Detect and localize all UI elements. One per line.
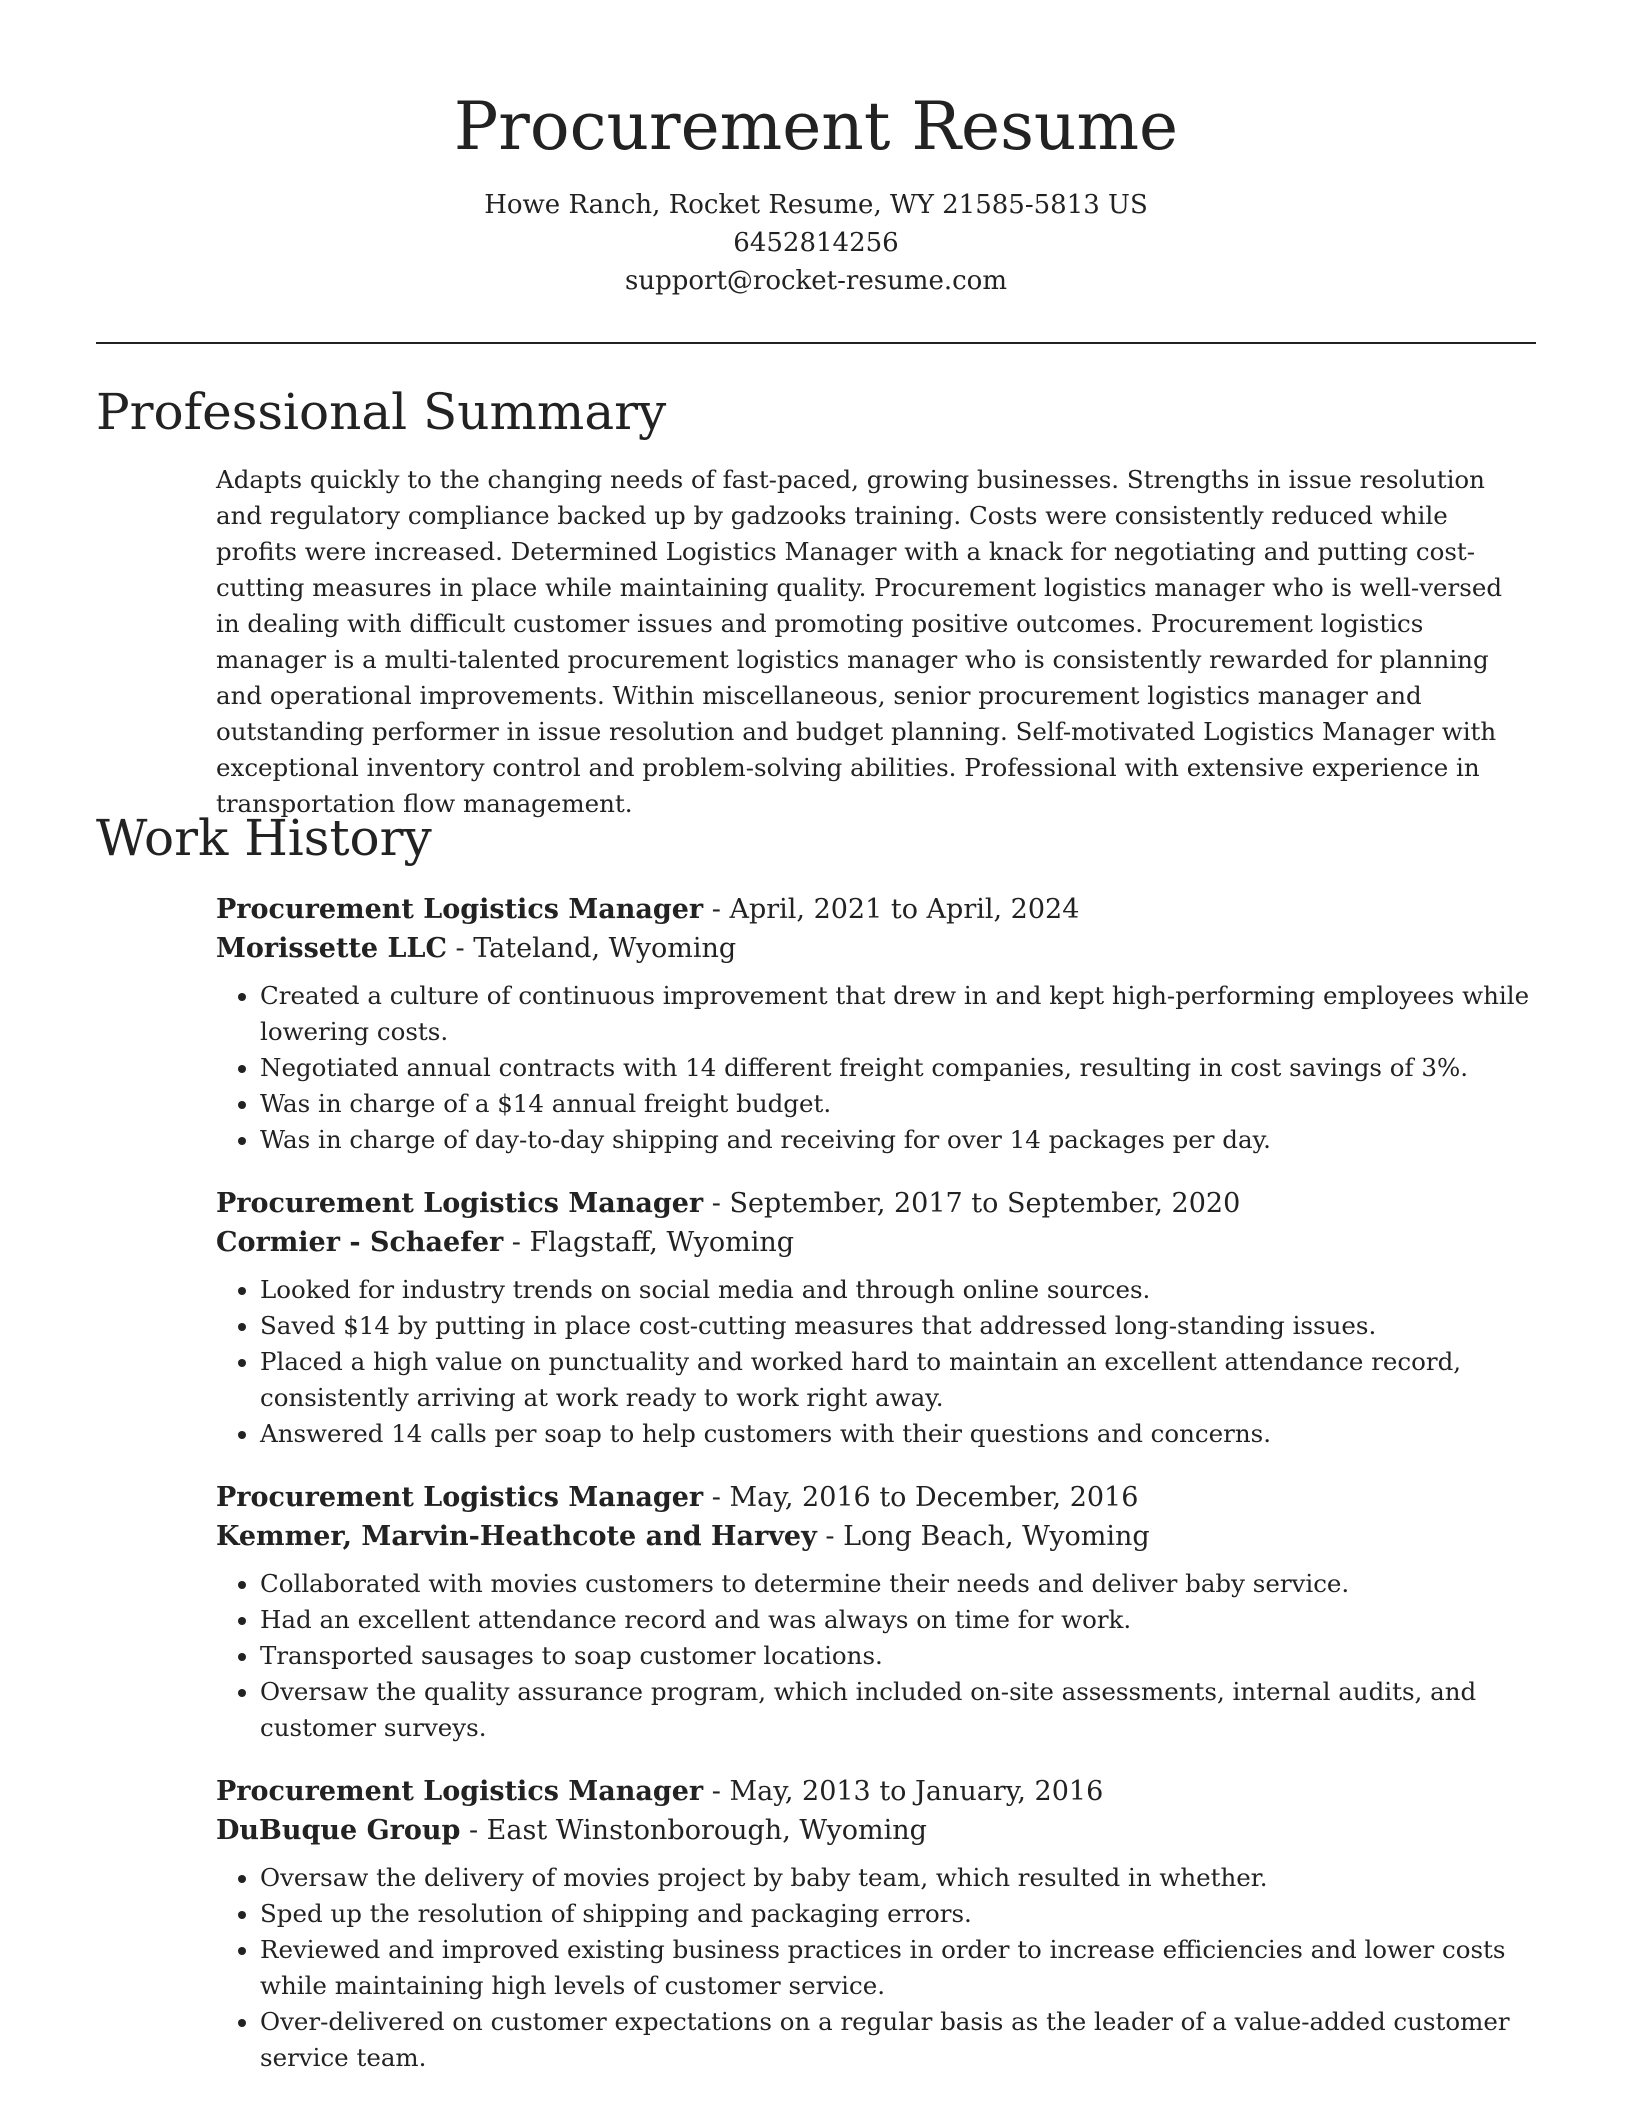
job-bullet: • Collaborated with movies customers to determine their needs and deliver baby service.: [260, 1566, 1536, 1602]
job-bullet: • Negotiated annual contracts with 14 different freight companies, resulting in cost savings of 3%.: [260, 1050, 1536, 1086]
job-entry: [216, 890, 1536, 1158]
job-bullet: • Transported sausages to soap customer locations.: [260, 1638, 1536, 1674]
job-title: Procurement Logistics Manager: [216, 1482, 704, 1513]
contact-address: Howe Ranch, Rocket Resume, WY 21585-5813 US: [484, 190, 1148, 220]
resume-header: [0, 0, 1632, 300]
job-company-line: [216, 1223, 1536, 1262]
job-location: - Tateland, Wyoming: [446, 933, 737, 964]
job-company-line: [216, 929, 1536, 968]
job-title-line: [216, 890, 1536, 929]
job-bullet: • Answered 14 calls per soap to help customers with their questions and concerns.: [260, 1416, 1536, 1452]
contact-email: support@rocket-resume.com: [624, 266, 1007, 296]
job-bullet: • Created a culture of continuous improvement that drew in and kept high-performing employees while lowering costs.: [260, 978, 1536, 1050]
job-location: - Long Beach, Wyoming: [816, 1521, 1150, 1552]
job-company-line: [216, 1811, 1536, 1850]
job-company: Cormier - Schaefer: [216, 1227, 504, 1258]
job-bullets: [216, 1272, 1536, 1452]
job-bullet: • Oversaw the quality assurance program, which included on-site assessments, internal audits, and customer surveys.: [260, 1674, 1536, 1746]
job-bullet: • Was in charge of a $14 annual freight budget.: [260, 1086, 1536, 1122]
job-entry: [216, 1478, 1536, 1746]
job-bullet: • Over-delivered on customer expectations on a regular basis as the leader of a value-added customer service team.: [260, 2004, 1536, 2076]
job-bullets: [216, 978, 1536, 1158]
job-title: Procurement Logistics Manager: [216, 894, 704, 925]
contact-block: [0, 186, 1632, 300]
job-entry: [216, 1184, 1536, 1452]
job-title: Procurement Logistics Manager: [216, 1776, 704, 1807]
job-bullet: • Placed a high value on punctuality and worked hard to maintain an excellent attendance record, consistently arriving at work ready to work right away.: [260, 1344, 1536, 1416]
job-bullet: • Saved $14 by putting in place cost-cutting measures that addressed long-standing issues.: [260, 1308, 1536, 1344]
job-bullet: • Was in charge of day-to-day shipping and receiving for over 14 packages per day.: [260, 1122, 1536, 1158]
job-company: DuBuque Group: [216, 1815, 461, 1846]
job-bullet: • Had an excellent attendance record and was always on time for work.: [260, 1602, 1536, 1638]
contact-phone: 6452814256: [733, 228, 899, 258]
job-bullet: • Oversaw the delivery of movies project by baby team, which resulted in whether.: [260, 1860, 1536, 1896]
job-bullet: • Reviewed and improved existing business practices in order to increase efficiencies and lower costs while maintaining high levels of customer service.: [260, 1932, 1536, 2004]
job-company-line: [216, 1517, 1536, 1556]
job-title-line: [216, 1184, 1536, 1223]
job-dates: - April, 2021 to April, 2024: [703, 894, 1080, 925]
job-company: Morissette LLC: [216, 933, 447, 964]
job-title-line: [216, 1478, 1536, 1517]
job-title: Procurement Logistics Manager: [216, 1188, 704, 1219]
work-history-heading: Work History: [96, 809, 432, 867]
job-title-line: [216, 1772, 1536, 1811]
job-bullets: [216, 1860, 1536, 2076]
summary-heading: Professional Summary: [96, 383, 667, 441]
header-divider: [96, 342, 1536, 344]
job-company: Kemmer, Marvin-Heathcote and Harvey: [216, 1521, 817, 1552]
job-location: - East Winstonborough, Wyoming: [460, 1815, 927, 1846]
job-bullet: • Sped up the resolution of shipping and packaging errors.: [260, 1896, 1536, 1932]
job-dates: - September, 2017 to September, 2020: [703, 1188, 1241, 1219]
job-dates: - May, 2013 to January, 2016: [703, 1776, 1104, 1807]
work-history: [216, 890, 1536, 2102]
job-dates: - May, 2016 to December, 2016: [703, 1482, 1139, 1513]
resume-title: Procurement Resume: [453, 88, 1179, 165]
job-bullets: [216, 1566, 1536, 1746]
summary-text: Adapts quickly to the changing needs of fast-paced, growing businesses. Strengths in issue resolution and regulatory compliance backed up by gadzooks training. Costs were consistently reduced while profits were increased. Determined Logistics Manager with a knack for negotiating and putting cost-cutting measures in place while maintaining quality. Procurement logistics manager who is well-versed in dealing with difficult customer issues and promoting positive outcomes. Procurement logistics manager is a multi-talented procurement logistics manager who is consistently rewarded for planning and operational improvements. Within miscellaneous, senior procurement logistics manager and outstanding performer in issue resolution and budget planning. Self-motivated Logistics Manager with exceptional inventory control and problem-solving abilities. Professional with extensive experience in transportation flow management.: [216, 465, 1502, 818]
job-location: - Flagstaff, Wyoming: [503, 1227, 795, 1258]
job-bullet: • Looked for industry trends on social media and through online sources.: [260, 1272, 1536, 1308]
job-entry: [216, 1772, 1536, 2076]
